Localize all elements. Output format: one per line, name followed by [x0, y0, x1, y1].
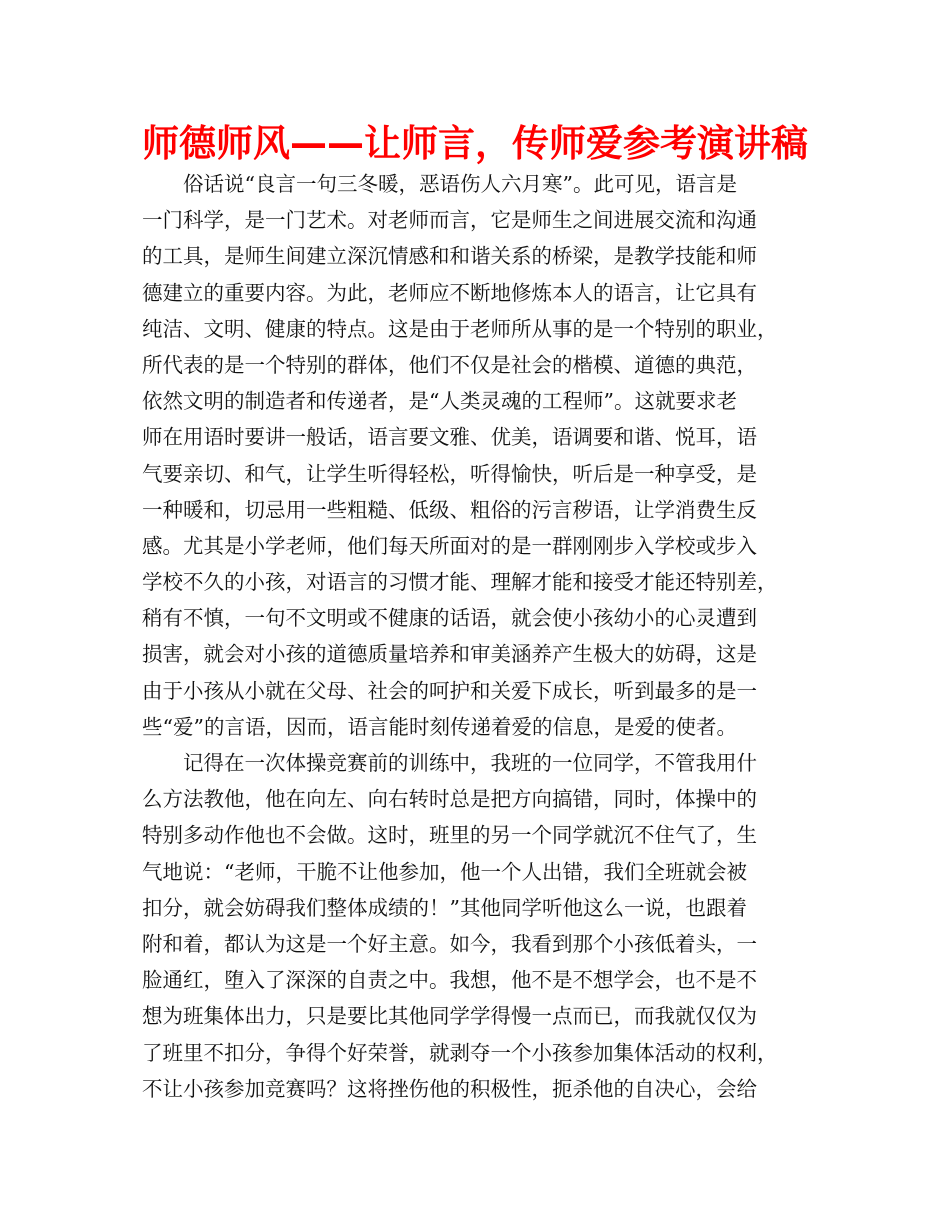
paragraph-2	[142, 745, 822, 1107]
text-line: 特别多动作他也不会做。这时，班里的另一个同学就沉不住气了，生	[142, 823, 757, 848]
text-line: 学校不久的小孩，对语言的习惯才能、理解才能和接受才能还特别差，	[142, 570, 778, 595]
text-line: 的工具，是师生间建立深沉情感和和谐关系的桥梁，是教学技能和师	[142, 244, 757, 269]
text-line: 气要亲切、和气，让学生听得轻松，听得愉快，听后是一种享受，是	[142, 461, 757, 486]
text-line: 附和着，都认为这是一个好主意。如今，我看到那个小孩低着头，一	[142, 931, 757, 956]
text-line: 想为班集体出力，只是要比其他同学学得慢一点而已，而我就仅仅为	[142, 1004, 757, 1029]
text-line: 一种暖和，切忌用一些粗糙、低级、粗俗的污言秽语，让学消费生反	[142, 497, 757, 522]
document-body	[142, 166, 822, 1107]
text-line: 由于小孩从小就在父母、社会的呵护和关爱下成长，听到最多的是一	[142, 678, 757, 703]
document-title: 师德师风——让师言，传师爱参考演讲稿	[142, 122, 808, 165]
text-line: 么方法教他，他在向左、向右转时总是把方向搞错，同时，体操中的	[142, 787, 757, 812]
text-line: 依然文明的制造者和传递者，是“人类灵魂的工程师”。这就要求老	[142, 389, 737, 414]
text-line: 气地说：“老师，干脆不让他参加，他一个人出错，我们全班就会被	[142, 859, 747, 884]
text-line: 一门科学，是一门艺术。对老师而言，它是师生之间进展交流和沟通	[142, 208, 757, 233]
text-line: 了班里不扣分，争得个好荣誉，就剥夺一个小孩参加集体活动的权利，	[142, 1040, 778, 1065]
text-line: 不让小孩参加竞赛吗？这将挫伤他的积极性，扼杀他的自决心，会给	[142, 1076, 757, 1101]
paragraph-1	[142, 166, 822, 745]
text-line: 损害，就会对小孩的道德质量培养和审美涵养产生极大的妨碍，这是	[142, 642, 757, 667]
text-line: 些“爱”的言语，因而，语言能时刻传递着爱的信息，是爱的使者。	[142, 714, 737, 739]
text-line: 记得在一次体操竞赛前的训练中，我班的一位同学，不管我用什	[183, 751, 757, 775]
text-line: 德建立的重要内容。为此，老师应不断地修炼本人的语言，让它具有	[142, 280, 757, 305]
text-line: 脸通红，堕入了深深的自责之中。我想，他不是不想学会，也不是不	[142, 968, 757, 993]
text-line: 所代表的是一个特别的群体，他们不仅是社会的楷模、道德的典范，	[142, 352, 757, 377]
text-line: 纯洁、文明、健康的特点。这是由于老师所从事的是一个特别的职业，	[142, 316, 778, 341]
text-line: 感。尤其是小学老师，他们每天所面对的是一群刚刚步入学校或步入	[142, 533, 757, 558]
text-line: 师在用语时要讲一般话，语言要文雅、优美，语调要和谐、悦耳，语	[142, 425, 757, 450]
text-line: 扣分，就会妨碍我们整体成绩的！”其他同学听他这么一说，也跟着	[142, 895, 747, 920]
text-line: 俗话说“良言一句三冬暖，恶语伤人六月寒”。此可见，语言是	[183, 172, 737, 196]
text-line: 稍有不慎，一句不文明或不健康的话语，就会使小孩幼小的心灵遭到	[142, 606, 757, 631]
